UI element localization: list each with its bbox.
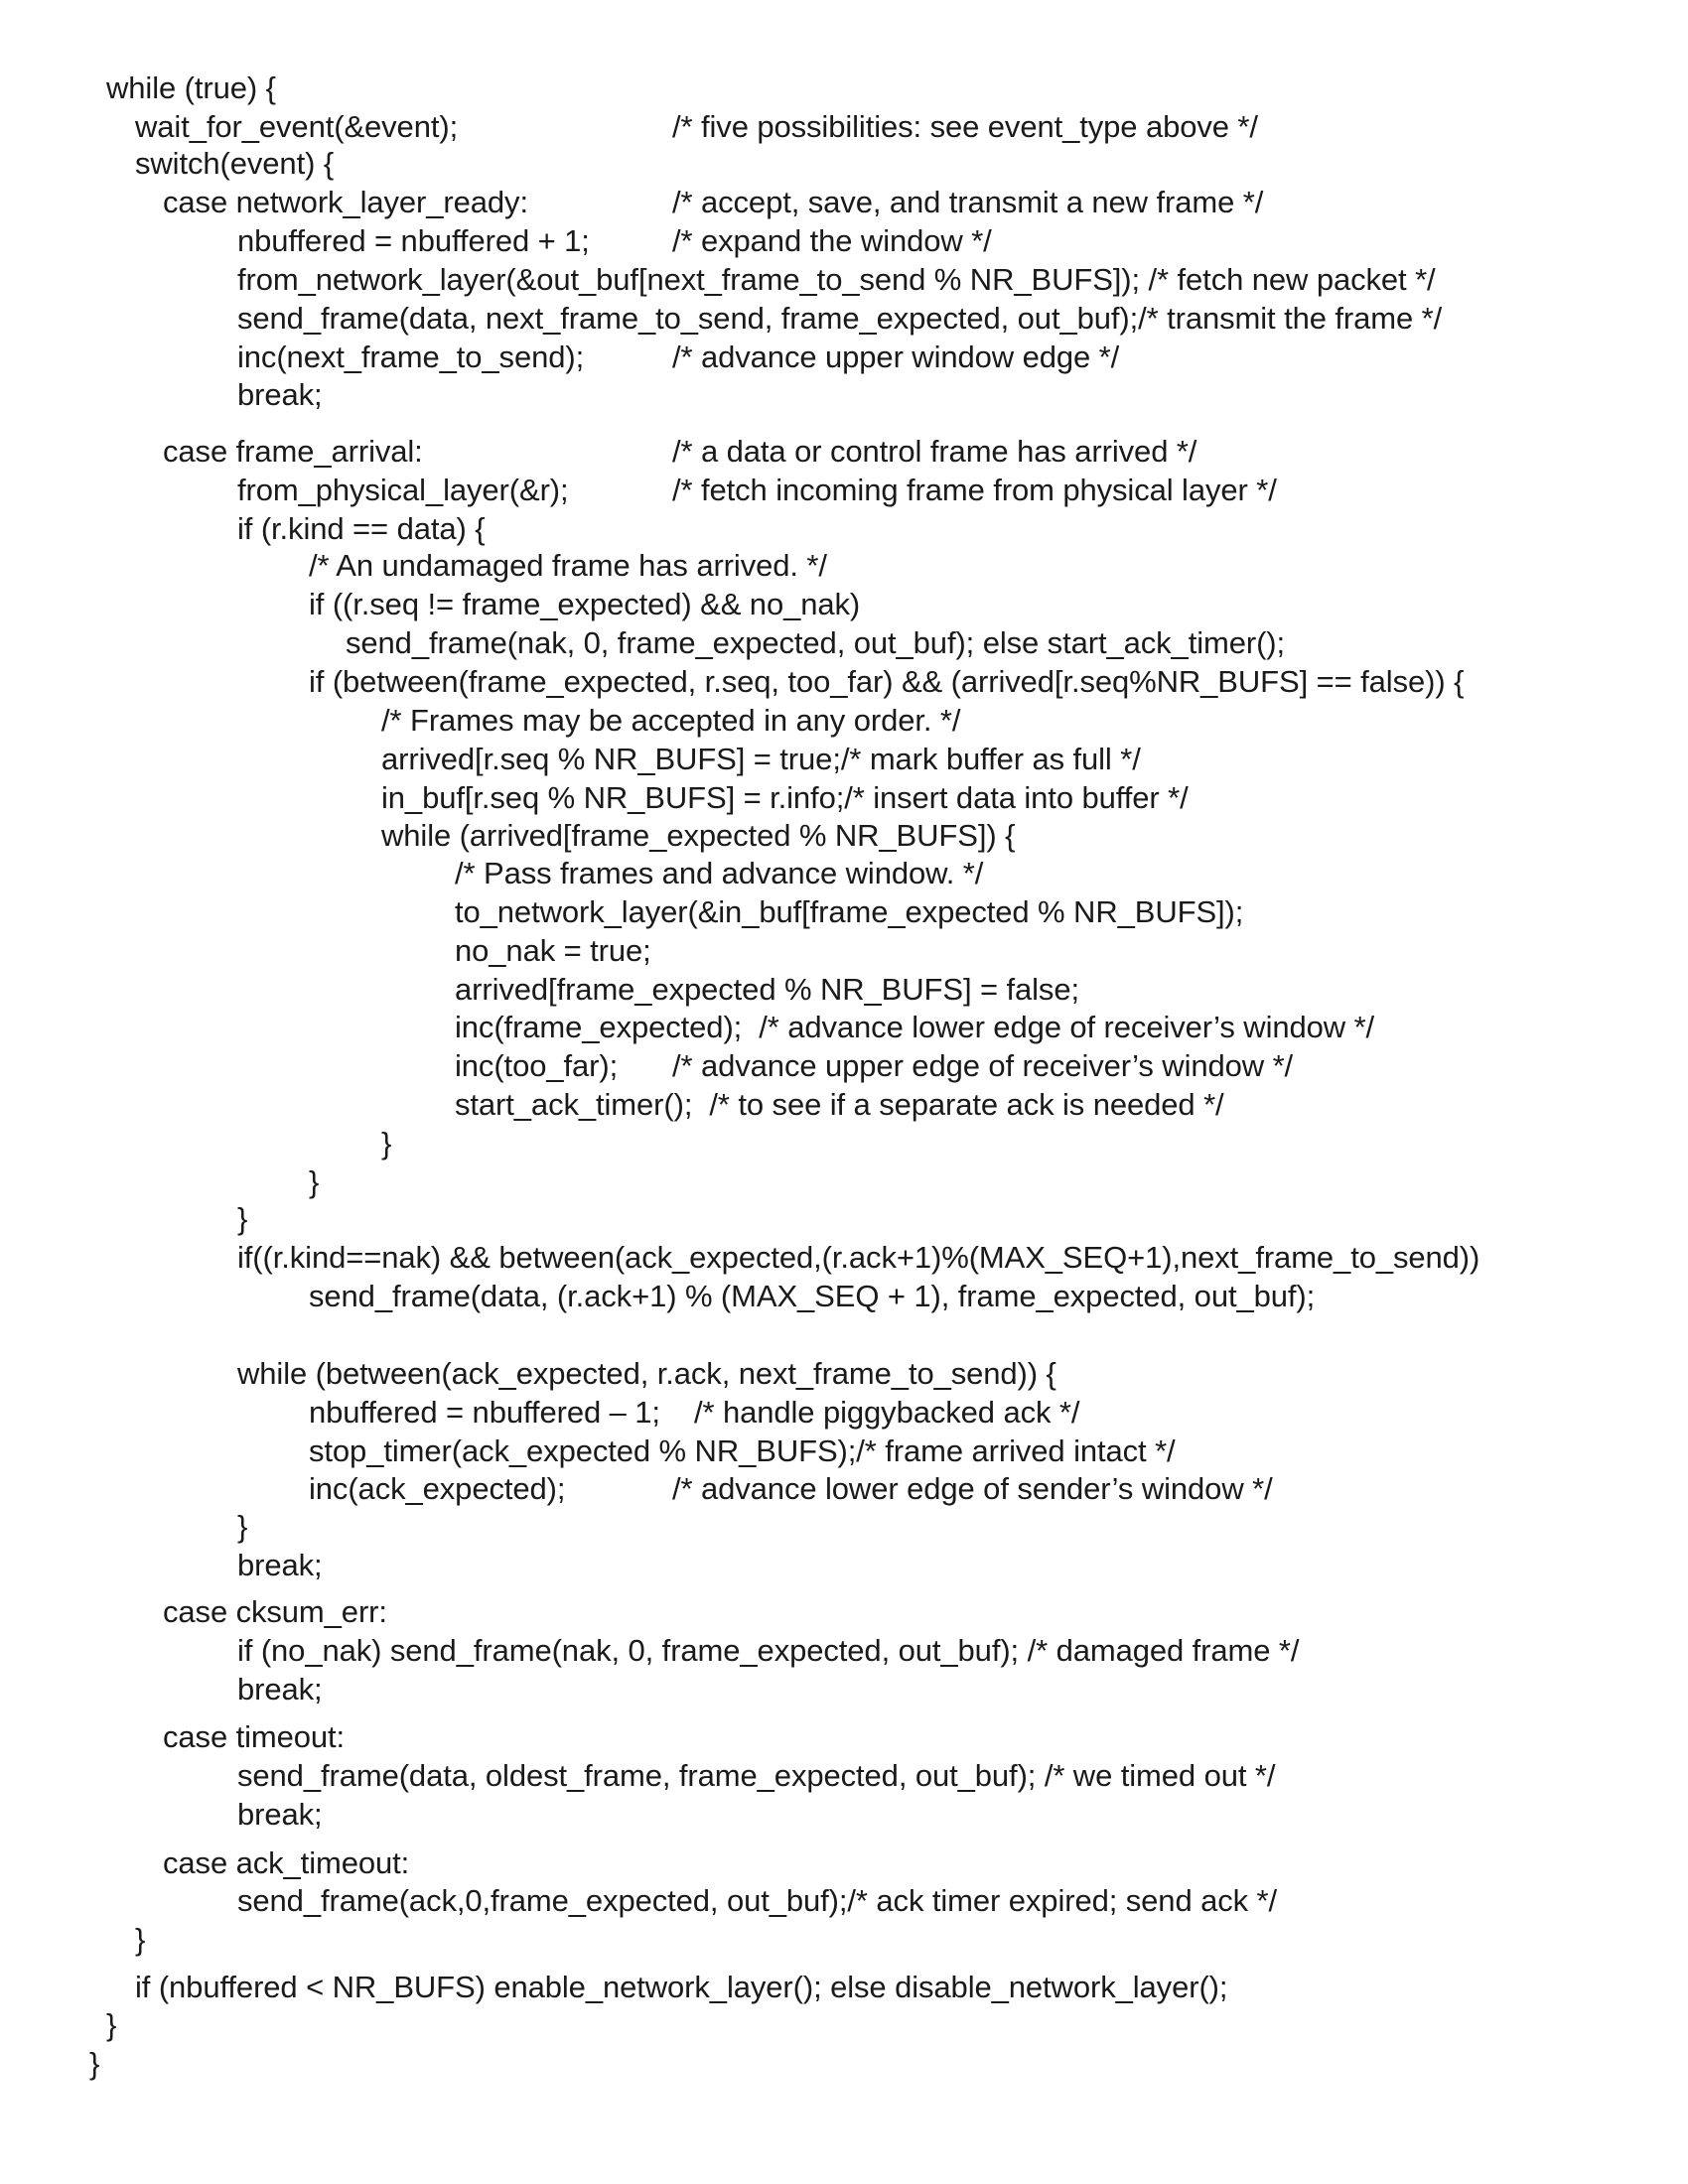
closing-brace: }: [89, 2046, 100, 2081]
code-line: if (nbuffered < NR_BUFS) enable_network_layer(); else disable_network_layer();: [135, 1970, 1228, 2004]
code-line: /* Frames may be accepted in any order. */: [381, 703, 961, 738]
code-line: send_frame(ack,0,frame_expected, out_buf);/* ack timer expired; send ack */: [237, 1883, 1278, 1918]
code-line: inc(ack_expected);: [309, 1471, 566, 1506]
code-line: if ((r.seq != frame_expected) && no_nak): [309, 587, 861, 621]
code-line: nbuffered = nbuffered – 1; /* handle piggybacked ack */: [309, 1395, 1080, 1430]
closing-brace: }: [381, 1126, 392, 1160]
code-line: if (r.kind == data) {: [237, 511, 486, 546]
code-comment: /* expand the window */: [672, 223, 992, 258]
code-comment: /* advance upper edge of receiver’s window */: [672, 1048, 1294, 1083]
code-line: /* An undamaged frame has arrived. */: [309, 548, 827, 583]
code-line: arrived[frame_expected % NR_BUFS] = false;: [455, 972, 1079, 1007]
code-line-break: break;: [237, 1672, 323, 1706]
code-line-break: break;: [237, 1797, 323, 1832]
code-comment: /* accept, save, and transmit a new frame */: [672, 185, 1264, 219]
code-line: inc(too_far);: [455, 1048, 619, 1083]
code-line: inc(next_frame_to_send);: [237, 340, 585, 374]
code-line-case-timeout: case timeout:: [163, 1719, 346, 1754]
code-line-case-ack-timeout: case ack_timeout:: [163, 1845, 410, 1880]
code-line: inc(frame_expected); /* advance lower edge of receiver’s window */: [455, 1010, 1375, 1044]
closing-brace: }: [309, 1164, 320, 1199]
code-line: no_nak = true;: [455, 933, 651, 968]
code-comment: /* a data or control frame has arrived */: [672, 434, 1197, 469]
closing-brace: }: [106, 2007, 117, 2042]
closing-brace: }: [237, 1509, 248, 1544]
code-line: start_ack_timer(); /* to see if a separate ack is needed */: [455, 1087, 1224, 1122]
code-line-wait-for-event: wait_for_event(&event);: [135, 109, 459, 144]
code-line: send_frame(data, next_frame_to_send, frame_expected, out_buf);/* transmit the frame */: [237, 301, 1443, 336]
code-line: if (no_nak) send_frame(nak, 0, frame_expected, out_buf); /* damaged frame */: [237, 1633, 1300, 1668]
code-comment: /* fetch incoming frame from physical layer */: [672, 473, 1277, 507]
code-line: to_network_layer(&in_buf[frame_expected % NR_BUFS]);: [455, 894, 1244, 929]
code-line: if((r.kind==nak) && between(ack_expected,(r.ack+1)%(MAX_SEQ+1),next_frame_to_send)): [237, 1240, 1480, 1275]
code-comment: /* advance upper window edge */: [672, 340, 1120, 374]
code-line: while (between(ack_expected, r.ack, next_frame_to_send)) {: [237, 1356, 1056, 1391]
code-comment: /* advance lower edge of sender’s window */: [672, 1471, 1273, 1506]
code-line-case-network-layer-ready: case network_layer_ready:: [163, 185, 528, 219]
code-line-case-frame-arrival: case frame_arrival:: [163, 434, 423, 469]
code-line: send_frame(data, (r.ack+1) % (MAX_SEQ + 1), frame_expected, out_buf);: [309, 1279, 1316, 1313]
code-line-while-true: while (true) {: [106, 70, 276, 105]
closing-brace: }: [135, 1922, 146, 1957]
code-line: from_physical_layer(&r);: [237, 473, 569, 507]
code-line: send_frame(data, oldest_frame, frame_expected, out_buf); /* we timed out */: [237, 1758, 1276, 1793]
code-line: stop_timer(ack_expected % NR_BUFS);/* frame arrived intact */: [309, 1433, 1176, 1468]
code-line: while (arrived[frame_expected % NR_BUFS]) {: [381, 818, 1016, 853]
code-line: if (between(frame_expected, r.seq, too_far) && (arrived[r.seq%NR_BUFS] == false)) {: [309, 664, 1465, 699]
code-line: arrived[r.seq % NR_BUFS] = true;/* mark buffer as full */: [381, 742, 1141, 776]
code-comment: /* five possibilities: see event_type above */: [672, 109, 1258, 144]
code-line-case-cksum-err: case cksum_err:: [163, 1594, 387, 1629]
code-line: from_network_layer(&out_buf[next_frame_to_send % NR_BUFS]); /* fetch new packet */: [237, 262, 1436, 297]
code-line: /* Pass frames and advance window. */: [455, 856, 984, 890]
code-line: in_buf[r.seq % NR_BUFS] = r.info;/* insert data into buffer */: [381, 780, 1189, 815]
code-line-break: break;: [237, 1548, 323, 1582]
code-line: send_frame(nak, 0, frame_expected, out_buf); else start_ack_timer();: [346, 625, 1286, 660]
closing-brace: }: [237, 1201, 248, 1236]
code-line-break: break;: [237, 377, 323, 412]
code-line-switch: switch(event) {: [135, 146, 335, 181]
code-line: nbuffered = nbuffered + 1;: [237, 223, 590, 258]
